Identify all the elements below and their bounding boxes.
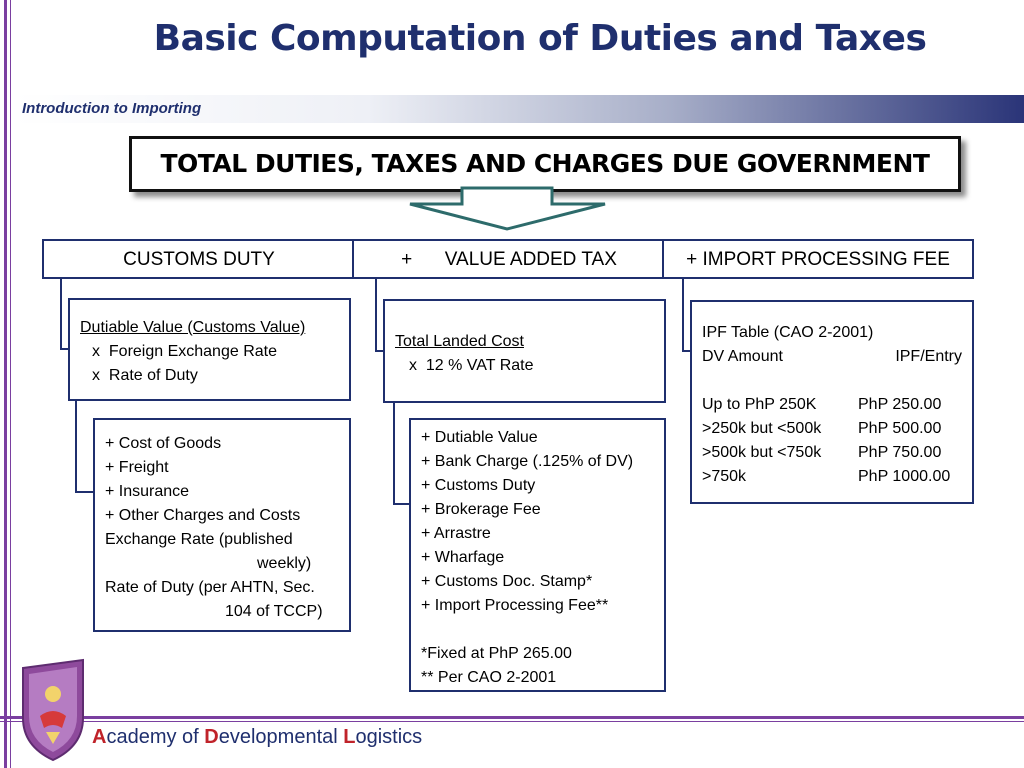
customs-formula-line: x Rate of Duty <box>92 367 198 384</box>
ipf-row-amount: >250k but <500k <box>702 420 822 437</box>
ipf-table-box <box>690 300 974 504</box>
customs-detail-line: weekly) <box>257 555 312 572</box>
ipf-row <box>702 393 972 417</box>
vat-formula-title: Total Landed Cost <box>395 333 524 350</box>
customs-detail-line: + Freight <box>105 459 169 476</box>
customs-detail-line: + Insurance <box>105 483 190 500</box>
header-vat-plus: + <box>401 249 413 270</box>
ipf-row-amount: >500k but <750k <box>702 444 822 461</box>
footer-divider <box>0 716 1024 719</box>
vat-detail-spacer <box>421 618 664 642</box>
footer-org-name <box>92 726 422 749</box>
slide-title: Basic Computation of Duties and Taxes <box>153 18 927 59</box>
connector <box>682 279 684 351</box>
vat-detail-line: *Fixed at PhP 265.00 <box>421 645 572 662</box>
footer-text: cademy of <box>106 726 205 748</box>
academy-logo-icon <box>18 656 88 764</box>
footer-initial-l: L <box>343 726 356 748</box>
vat-detail-line: + Customs Duty <box>421 477 536 494</box>
total-box: TOTAL DUTIES, TAXES AND CHARGES DUE GOVERNMENT <box>129 136 961 192</box>
customs-details-box <box>93 418 351 632</box>
customs-formula-box <box>68 298 351 401</box>
customs-formula-line: x Foreign Exchange Rate <box>92 343 277 360</box>
ipf-row-fee: PhP 500.00 <box>858 420 942 437</box>
ipf-row <box>702 465 972 489</box>
vat-detail-line: + Customs Doc. Stamp* <box>421 573 593 590</box>
customs-detail-line: + Other Charges and Costs <box>105 507 301 524</box>
ipf-col-amount: DV Amount <box>702 348 783 365</box>
ipf-row-amount: Up to PhP 250K <box>702 396 817 413</box>
vat-detail-line: + Arrastre <box>421 525 491 542</box>
footer-text: evelopmental <box>218 726 344 748</box>
footer-initial-d: D <box>204 726 219 748</box>
customs-detail-line: Exchange Rate (published <box>105 531 293 548</box>
header-ipf-label: + IMPORT PROCESSING FEE <box>686 249 950 270</box>
ipf-row-fee: PhP 250.00 <box>858 396 942 413</box>
header-vat <box>352 239 664 279</box>
ipf-table-header <box>702 345 962 369</box>
vat-detail-line: + Brokerage Fee <box>421 501 541 518</box>
vat-detail-line: + Bank Charge (.125% of DV) <box>421 453 634 470</box>
ipf-row-fee: PhP 750.00 <box>858 444 942 461</box>
ipf-table-title: IPF Table (CAO 2-2001) <box>702 324 874 341</box>
ipf-col-fee: IPF/Entry <box>895 348 962 365</box>
ipf-row <box>702 441 972 465</box>
footer-initial-a: A <box>92 726 107 748</box>
section-label: Introduction to Importing <box>22 100 202 117</box>
down-arrow-icon <box>405 186 610 232</box>
header-customs-duty <box>42 239 354 279</box>
ipf-row-amount: >750k <box>702 468 747 485</box>
connector <box>375 279 377 351</box>
vat-formula-box <box>383 299 666 403</box>
vat-detail-line: + Wharfage <box>421 549 505 566</box>
vat-details-box <box>409 418 666 692</box>
section-banner <box>14 95 1024 123</box>
ipf-row <box>702 417 972 441</box>
header-customs-label: CUSTOMS DUTY <box>123 249 275 270</box>
connector <box>75 399 77 492</box>
customs-detail-line: Rate of Duty (per AHTN, Sec. <box>105 579 315 596</box>
left-decor-line <box>4 0 7 768</box>
customs-formula-title: Dutiable Value (Customs Value) <box>80 319 306 336</box>
connector <box>393 401 395 504</box>
footer-text: ogistics <box>355 726 423 748</box>
customs-detail-line: 104 of TCCP) <box>225 603 323 620</box>
vat-detail-line: + Import Processing Fee** <box>421 597 609 614</box>
vat-detail-line: + Dutiable Value <box>421 429 538 446</box>
ipf-row-fee: PhP 1000.00 <box>858 468 951 485</box>
customs-detail-line: + Cost of Goods <box>105 435 222 452</box>
vat-detail-line: ** Per CAO 2-2001 <box>421 669 557 686</box>
connector <box>75 491 95 493</box>
vat-formula-line: x 12 % VAT Rate <box>409 357 534 374</box>
connector <box>60 279 62 349</box>
footer-divider-thin <box>0 721 1024 722</box>
left-decor-line-2 <box>10 0 11 768</box>
header-ipf <box>662 239 974 279</box>
header-vat-label: VALUE ADDED TAX <box>444 249 617 270</box>
